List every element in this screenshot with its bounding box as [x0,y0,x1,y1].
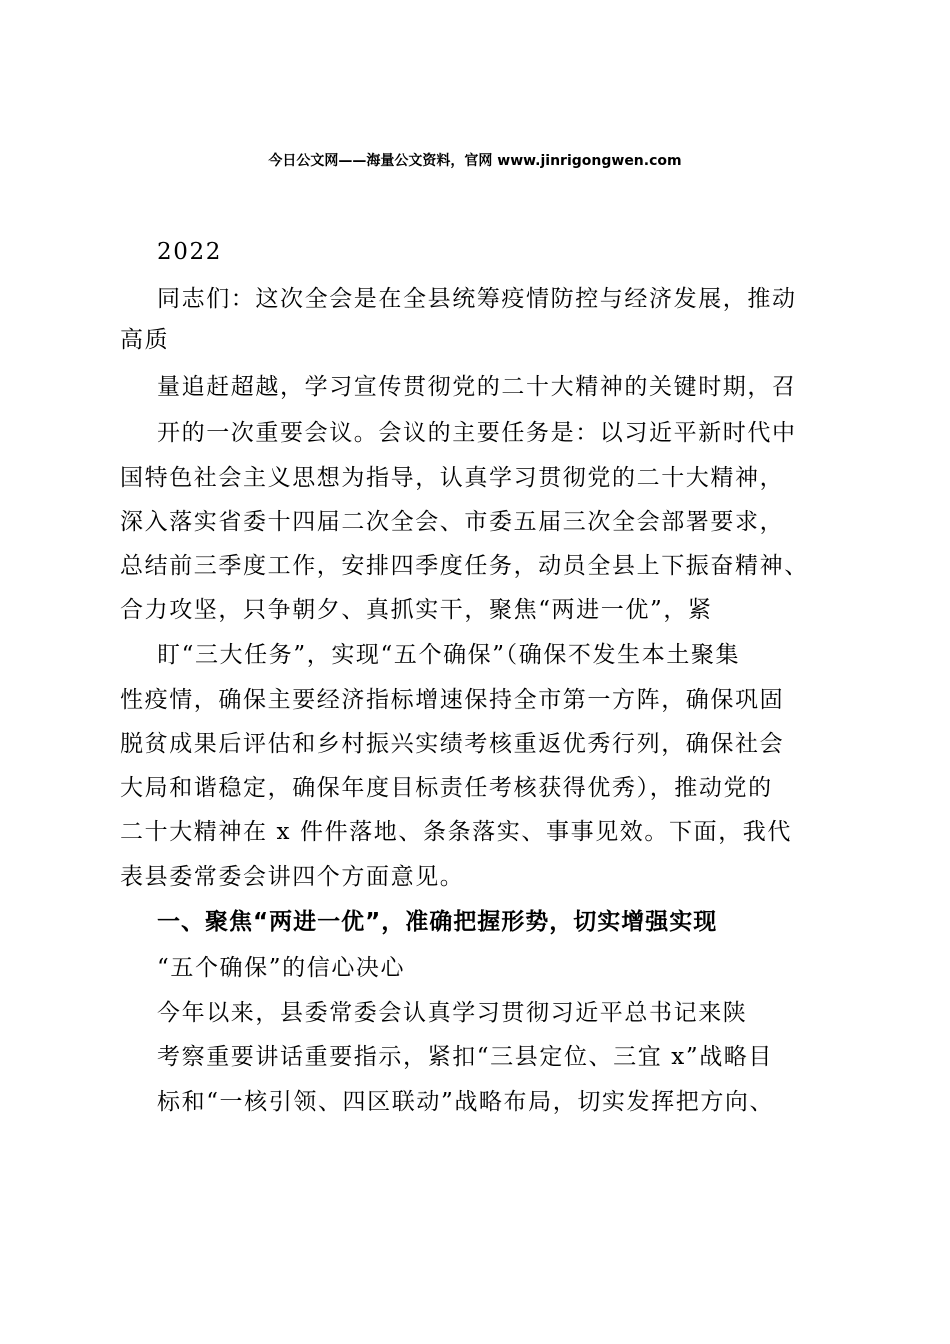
site-banner: 今日公文网——海量公文资料，官网 www.jinrigongwen.com [268,153,682,169]
body-line: 深入落实省委十四届二次全会、市委五届三次全会部署要求， [120,509,785,535]
date-line: 2022 [157,239,222,265]
body-line: 二十大精神在 x 件件落地、条条落实、事事见效。下面，我代 [120,819,792,845]
body-line: 合力攻坚，只争朝夕、真抓实干，聚焦“两进一优”，紧 [120,597,713,623]
body-line: 考察重要讲话重要指示，紧扣“三县定位、三宜 x”战略目 [157,1044,773,1070]
body-line: 量追赶超越，学习宣传贯彻党的二十大精神的关键时期，召 [157,374,797,400]
body-line: 表县委常委会讲四个方面意见。 [120,864,465,890]
body-line: 脱贫成果后评估和乡村振兴实绩考核重返优秀行列，确保社会 [120,731,785,757]
body-line: 盯“三大任务”，实现“五个确保”（确保不发生本土聚集 [157,642,741,668]
body-line: 开的一次重要会议。会议的主要任务是：以习近平新时代中 [157,420,797,446]
body-line: 高质 [120,327,170,353]
body-line: 今年以来，县委常委会认真学习贯彻习近平总书记来陕 [157,1000,748,1026]
body-line: 总结前三季度工作，安排四季度任务，动员全县上下振奋精神、 [120,553,809,579]
body-line: 标和“一核引领、四区联动”战略布局，切实发挥把方向、 [157,1089,775,1115]
body-line: 大局和谐稳定，确保年度目标责任考核获得优秀），推动党的 [120,775,773,801]
section-heading-continued: “五个确保”的信心决心 [157,955,406,981]
body-line: 性疫情，确保主要经济指标增速保持全市第一方阵，确保巩固 [120,687,785,713]
body-line: 国特色社会主义思想为指导，认真学习贯彻党的二十大精神， [120,465,785,491]
section-heading: 一、聚焦“两进一优”，准确把握形势，切实增强实现 [157,909,718,935]
body-line: 同志们：这次全会是在全县统筹疫情防控与经济发展，推动 [157,286,797,312]
